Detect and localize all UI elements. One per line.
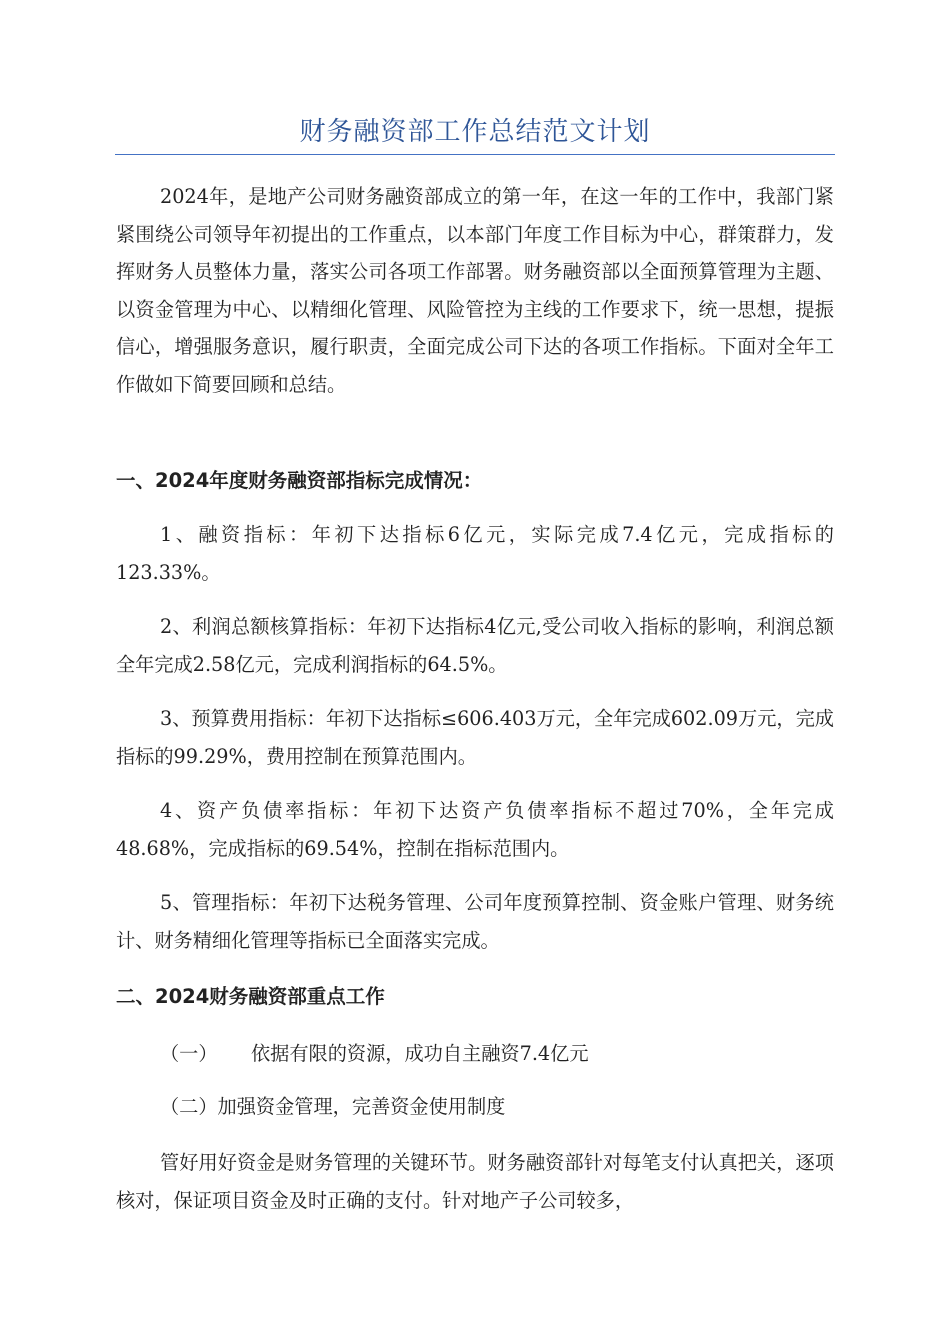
intro-paragraph: 2024年，是地产公司财务融资部成立的第一年，在这一年的工作中，我部门紧紧围绕公司领导年初提出的工作重点，以本部门年度工作目标为中心，群策群力，发挥财务人员整体力量，落实公司各项工作部署。财务融资部以全面预算管理为主题、以资金管理为中心、以精细化管理、风险管控为主线的工作要求下，统一思想，提振信心，增强服务意识，履行职责，全面完成公司下达的各项工作指标。下面对全年工作做如下简要回顾和总结。 (116, 185, 834, 396)
subsection1-title: 依据有限的资源，成功自主融资7.4亿元 (251, 1042, 589, 1065)
indicator-item-3: 3、预算费用指标：年初下达指标≤606.403万元，全年完成602.09万元，完成指标的99.29%，费用控制在预算范围内。 (116, 707, 834, 768)
title-underline (115, 154, 835, 155)
document-title: 财务融资部工作总结范文计划 (299, 117, 651, 147)
indicator-item-2: 2、利润总额核算指标：年初下达指标4亿元,受公司收入指标的影响，利润总额全年完成2.58亿元，完成利润指标的64.5%。 (116, 615, 834, 676)
indicator-item-4: 4、资产负债率指标：年初下达资产负债率指标不超过70%，全年完成48.68%，完成指标的69.54%，控制在指标范围内。 (116, 799, 834, 860)
subsection1-number: （一） (160, 1042, 218, 1065)
indicator-item-1: 1、融资指标：年初下达指标6亿元，实际完成7.4亿元，完成指标的123.33%。 (116, 523, 834, 584)
capital-management-paragraph: 管好用好资金是财务管理的关键环节。财务融资部针对每笔支付认真把关，逐项核对，保证项目资金及时正确的支付。针对地产子公司较多， (116, 1151, 834, 1212)
section2-heading: 二、2024财务融资部重点工作 (116, 985, 385, 1008)
section1-heading: 一、2024年度财务融资部指标完成情况： (116, 469, 483, 492)
subsection2-title: （二）加强资金管理，完善资金使用制度 (160, 1095, 506, 1118)
indicator-item-5: 5、管理指标：年初下达税务管理、公司年度预算控制、资金账户管理、财务统计、财务精细化管理等指标已全面落实完成。 (116, 891, 834, 952)
